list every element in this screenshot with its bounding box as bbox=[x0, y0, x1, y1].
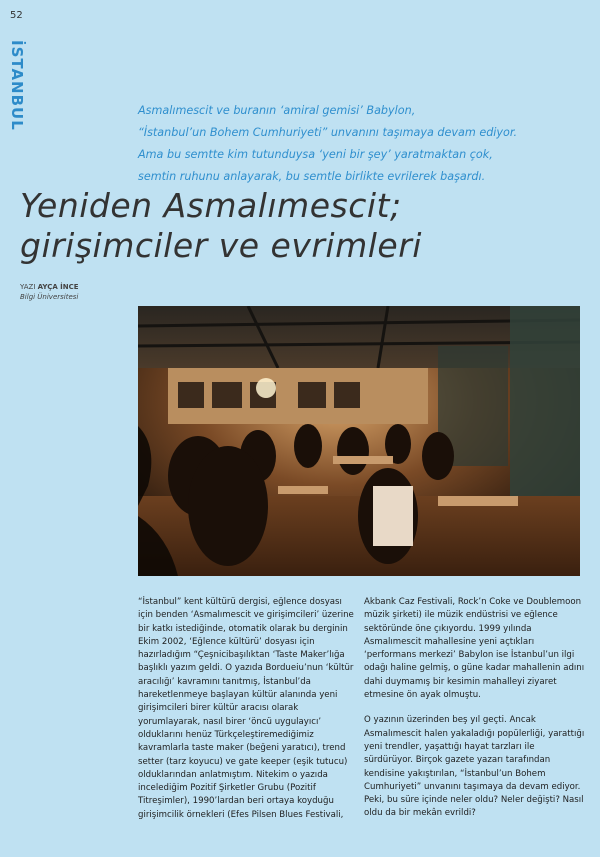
deck-line: semtin ruhunu anlayarak, bu semtle birlikte evrilerek başardı. bbox=[138, 170, 486, 183]
body-line: olduklarını henüz Türkçeleştiremediğimiz bbox=[138, 729, 314, 740]
title-line: Yeniden Asmalımescit; bbox=[20, 186, 402, 225]
body-line: kavramlarla taste maker (beğeni yaratıcı), trend bbox=[138, 743, 346, 754]
page-number: 52 bbox=[10, 10, 23, 21]
body-line: yorumlayarak, nasıl birer ‘öncü uygulayıcı’ bbox=[138, 716, 322, 727]
deck bbox=[138, 100, 568, 188]
section-tag: İSTANBUL bbox=[8, 40, 26, 131]
article-title bbox=[20, 186, 580, 266]
body-line: Cumhuriyeti” unvanını taşımaya da devam ediyor. bbox=[364, 781, 581, 792]
body-line: dahi duymamış bir kesimin mahalleyi ziyaret bbox=[364, 676, 557, 687]
body-line: Asmalımescit halen yakaladığı popülerliği, yarattığı bbox=[364, 728, 585, 739]
body-line: Titreşimler), 1990’lardan beri ortaya koyduğu bbox=[138, 796, 334, 807]
body-line: setter (tarz koyucu) ve gate keeper (eşik tutucu) bbox=[138, 756, 348, 767]
author-name: AYÇA İNCE bbox=[37, 283, 79, 291]
body-line: girişimcileri birer kültür aracısı olarak bbox=[138, 703, 299, 714]
body-line: girişimcilik örnekleri (Efes Pilsen Blues Festivali, bbox=[138, 809, 344, 820]
body-paragraph bbox=[364, 714, 585, 820]
body-line: başlıklı yazım geldi. O yazıda Bordueiu’nun ‘kültür bbox=[138, 663, 354, 674]
body-line: bir katkı istediğinde, otomatik olarak bu derginin bbox=[138, 623, 348, 634]
body-line: Asmalımescit mahallesine yeni açtıkları bbox=[364, 636, 535, 647]
body-line: sürdürüyor. Birçok gazete yazarı tarafından bbox=[364, 755, 551, 766]
body-line: aracılığı’ kavramını tanıtmış, İstanbul’da bbox=[138, 676, 311, 687]
body-line: Peki, bu süre içinde neler oldu? Neler değişti? Nasıl bbox=[364, 795, 584, 806]
restaurant-interior-photo bbox=[138, 306, 580, 576]
body-line: odağı haline gelmiş, o güne kadar mahallenin adını bbox=[364, 663, 585, 674]
body-line: müzik şirketi) ile müzik endüstrisi ve eğlence bbox=[364, 610, 558, 621]
body-line: Ekim 2002, ‘Eğlence kültürü’ dosyası için bbox=[138, 636, 315, 647]
byline bbox=[20, 282, 79, 302]
body-column-right bbox=[364, 596, 585, 833]
body-line: yeni trendler, yaşattığı hayat tarzları ile bbox=[364, 741, 535, 752]
body-paragraph bbox=[138, 596, 354, 822]
deck-line: “İstanbul’un Bohem Cumhuriyeti” unvanını taşımaya devam ediyor. bbox=[138, 126, 518, 139]
body-line: kendisine yakıştırılan, “İstanbul’un Bohem bbox=[364, 768, 546, 779]
body-line: hareketlenmeye başlayan kültür alanında yeni bbox=[138, 690, 338, 701]
body-line: etmesine ön ayak olmuştu. bbox=[364, 690, 481, 701]
body-line: oldu da bir mekân evrildi? bbox=[364, 808, 476, 819]
body-line: sektöründe öne çıkıyordu. 1999 yılında bbox=[364, 623, 532, 634]
body-line: “İstanbul” kent kültürü dergisi, eğlence dosyası bbox=[138, 597, 342, 607]
body-line: için benden ‘Asmalımescit ve girişimcileri’ üzerine bbox=[138, 610, 354, 621]
title-line: girişimciler ve evrimleri bbox=[20, 226, 422, 265]
body-line: olduklarından anlatmıştım. Nitekim o yazıda bbox=[138, 769, 328, 780]
deck-line: Asmalımescit ve buranın ‘amiral gemisi’ Babylon, bbox=[138, 104, 416, 117]
author-row bbox=[20, 282, 79, 292]
body-line: hazırladığım “Çeşnicibaşılıktan ‘Taste Maker’lığa bbox=[138, 650, 345, 661]
deck-line: Ama bu semtte kim tutunduysa ‘yeni bir şey’ yaratmaktan çok, bbox=[138, 148, 493, 161]
body-line: incelediğim Pozitif Şirketler Grubu (Pozitif bbox=[138, 783, 316, 794]
body-line: ‘performans merkezi’ Babylon ise İstanbul’un ilgi bbox=[364, 650, 575, 661]
body-column-left bbox=[138, 596, 354, 834]
body-paragraph bbox=[364, 596, 585, 702]
body-line: O yazının üzerinden beş yıl geçti. Ancak bbox=[364, 715, 536, 726]
author-affiliation: Bilgi Üniversitesi bbox=[20, 293, 79, 301]
body-line: Akbank Caz Festivali, Rock’n Coke ve Doublemoon bbox=[364, 597, 582, 607]
byline-prefix: YAZI bbox=[20, 283, 36, 291]
